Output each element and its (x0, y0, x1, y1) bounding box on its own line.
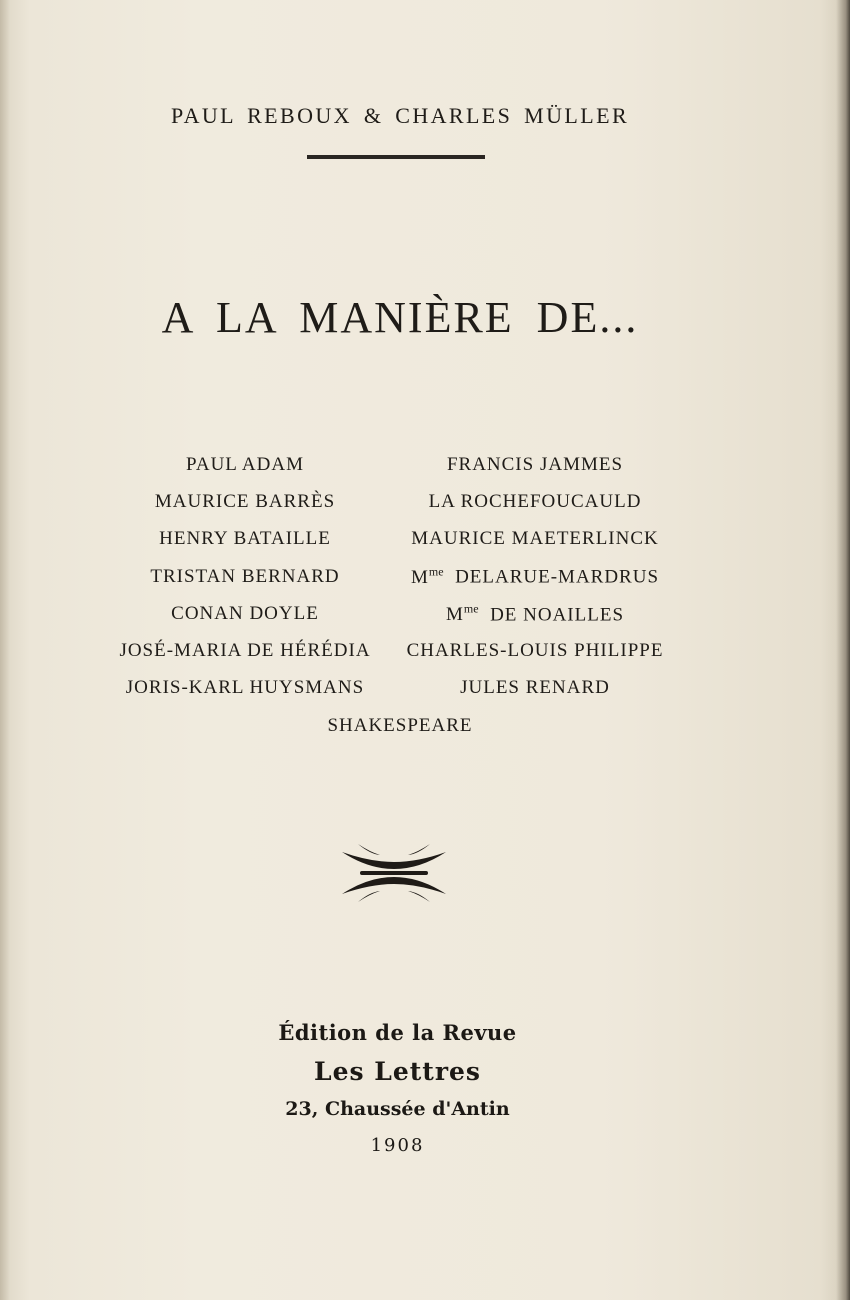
authors-line: PAUL REBOUX & CHARLES MÜLLER (170, 103, 630, 128)
publisher-address: 23, Chaussée d'Antin (285, 1098, 510, 1120)
author-name: DELARUE-MARDRUS (455, 566, 660, 588)
author-name: MAURICE BARRÈS (154, 490, 336, 512)
author-name: PAUL ADAM (186, 453, 304, 475)
honorific-prefix: $M^{me}$ (445, 601, 479, 625)
author-name: DE NOAILLES (490, 604, 625, 625)
author-name-with-title (380, 602, 690, 626)
list-item (110, 446, 690, 483)
author-name: CONAN DOYLE (171, 602, 319, 624)
honorific-prefix: $M^{me}$ (410, 564, 444, 588)
publisher-line: Édition de la Revue (278, 1020, 517, 1045)
author-name: JOSÉ-MARIA DE HÉRÉDIA (119, 640, 371, 662)
author-name: CHARLES-LOUIS PHILIPPE (406, 640, 664, 662)
list-item (110, 483, 690, 520)
list-item (110, 707, 690, 744)
publisher-name: Les Lettres (314, 1057, 481, 1086)
list-item (110, 670, 690, 707)
author-name: FRANCIS JAMMES (446, 453, 624, 475)
title-rule (307, 155, 485, 159)
author-name: HENRY BATAILLE (159, 528, 331, 550)
author-name: JULES RENARD (460, 677, 610, 699)
decorative-fleuron-icon (340, 842, 448, 904)
page-edge-shadow (836, 0, 850, 1300)
author-name: JORIS-KARL HUYSMANS (125, 677, 365, 699)
publication-year: 1908 (370, 1135, 425, 1156)
author-name-with-title (380, 564, 690, 588)
parodied-authors-list (110, 446, 690, 744)
author-name: TRISTAN BERNARD (150, 565, 340, 587)
author-name: LA ROCHEFOUCAULD (428, 490, 642, 512)
list-item (110, 521, 690, 558)
book-title: A LA MANIÈRE DE... (161, 293, 639, 342)
author-name: MAURICE MAETERLINCK (411, 528, 659, 550)
list-item (110, 632, 690, 669)
list-item (110, 595, 690, 632)
list-item (110, 558, 690, 595)
author-name: SHAKESPEARE (327, 714, 473, 736)
